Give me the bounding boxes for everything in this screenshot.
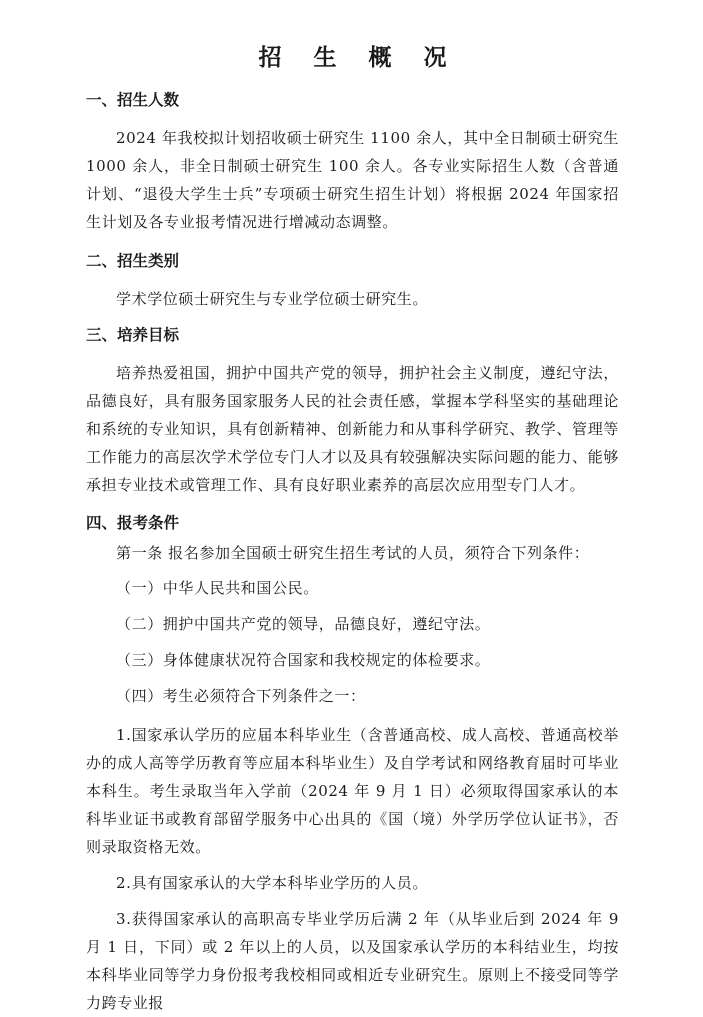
paragraph: 1.国家承认学历的应届本科毕业生（含普通高校、成人高校、普通高校举办的成人高等学历教育等应届本科毕业生）及自学考试和网络教育届时可毕业本科生。考生录取当年入学前（2024 年 9 月 1 日）必须取得国家承认的本科毕业证书或教育部留学服务中心出具的《国（境）外学历学位认证书》，否则录取资格无效。 — [86, 726, 619, 856]
paragraph: 3.获得国家承认的高职高专毕业学历后满 2 年（从毕业后到 2024 年 9 月 1 日，下同）或 2 年以上的人员，以及国家承认学历的本科结业生，均按本科毕业同等学力身份报考我校相同或相近专业研究生。原则上不接受同等学力跨专业报 — [86, 910, 619, 1012]
paragraph: （二）拥护中国共产党的领导，品德良好，遵纪守法。 — [116, 615, 491, 633]
section-heading: 一、招生人数 — [86, 91, 180, 109]
paragraph: 第一条 报名参加全国硕士研究生招生考试的人员，须符合下列条件： — [116, 544, 590, 562]
paragraph: 培养热爱祖国，拥护中国共产党的领导，拥护社会主义制度，遵纪守法，品德良好，具有服务国家服务人民的社会责任感，掌握本学科坚实的基础理论和系统的专业知识，具有创新精神、创新能力和从事科学研究、教学、管理等工作能力的高层次学术学位专门人才以及具有较强解决实际问题的能力、能够承担专业技术或管理工作、具有良好职业素养的高层次应用型专门人才。 — [86, 364, 619, 494]
paragraph: （三）身体健康状况符合国家和我校规定的体检要求。 — [116, 651, 491, 669]
paragraph: 学术学位硕士研究生与专业学位硕士研究生。 — [116, 290, 429, 308]
paragraph: 2024 年我校拟计划招收硕士研究生 1100 余人，其中全日制硕士研究生 1000 余人，非全日制硕士研究生 100 余人。各专业实际招生人数（含普通计划、“退役大学生士兵”专项硕士研究生招生计划）将根据 2024 年国家招生计划及各专业报考情况进行增减动态调整。 — [86, 129, 619, 231]
section-heading: 三、培养目标 — [86, 326, 180, 344]
paragraph: 2.具有国家承认的大学本科毕业学历的人员。 — [116, 874, 428, 892]
paragraph: （一）中华人民共和国公民。 — [116, 579, 319, 597]
paragraph: （四）考生必须符合下列条件之一： — [116, 687, 366, 705]
section-heading: 二、招生类别 — [86, 252, 180, 270]
section-heading: 四、报考条件 — [86, 514, 180, 532]
page-title: 招 生 概 况 — [258, 45, 459, 71]
